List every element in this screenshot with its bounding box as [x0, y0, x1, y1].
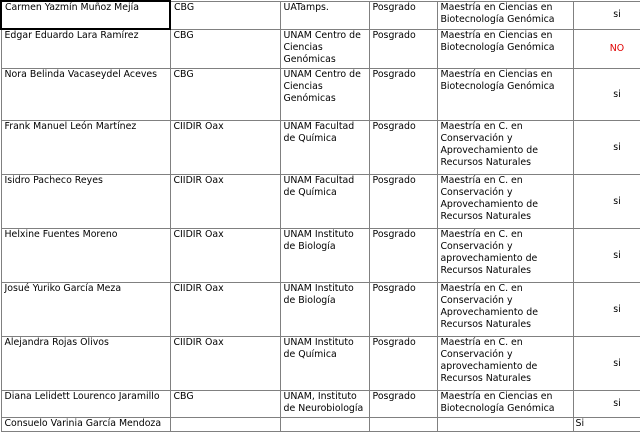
- cell-center[interactable]: CIIDIR Oax: [170, 337, 280, 391]
- table-row: [1, 29, 640, 69]
- cell-name[interactable]: Diana Lelidett Lourenco Jaramillo: [1, 391, 170, 418]
- cell-institution[interactable]: UNAM Centro de Ciencias Genómicas: [280, 69, 369, 121]
- cell-status[interactable]: [573, 1, 640, 29]
- cell-program[interactable]: Maestría en Ciencias en Biotecnología Genómica: [437, 391, 573, 418]
- cell-institution[interactable]: UNAM, Instituto de Neurobiología: [280, 391, 369, 418]
- cell-center[interactable]: [170, 418, 280, 432]
- cell-level[interactable]: [369, 418, 437, 432]
- cell-program[interactable]: Maestría en C. en Conservación y aprovechamiento de Recursos Naturales: [437, 337, 573, 391]
- cell-institution[interactable]: UNAM Instituto de Biología: [280, 229, 369, 283]
- cell-program[interactable]: Maestría en Ciencias en Biotecnología Genómica: [437, 1, 573, 29]
- table-row: [1, 418, 640, 432]
- cell-center[interactable]: CIIDIR Oax: [170, 229, 280, 283]
- status-value: si: [613, 249, 621, 261]
- cell-name[interactable]: Josué Yuriko García Meza: [1, 283, 170, 337]
- cell-status[interactable]: [573, 418, 640, 432]
- cell-program[interactable]: Maestría en C. en Conservación y Aprovechamiento de Recursos Naturales: [437, 175, 573, 229]
- table-row: [1, 69, 640, 121]
- cell-center[interactable]: CIIDIR Oax: [170, 121, 280, 175]
- status-value: NO: [609, 42, 625, 54]
- status-value: si: [613, 357, 621, 369]
- table-row: [1, 175, 640, 229]
- cell-name[interactable]: Carmen Yazmín Muñoz Mejía: [1, 1, 170, 29]
- table-row: [1, 337, 640, 391]
- status-value: si: [613, 195, 621, 207]
- cell-institution[interactable]: UNAM Centro de Ciencias Genómicas: [280, 29, 369, 69]
- cell-center[interactable]: CBG: [170, 391, 280, 418]
- cell-program[interactable]: Maestría en Ciencias en Biotecnología Genómica: [437, 29, 573, 69]
- cell-program[interactable]: Maestría en C. en Conservación y aprovechamiento de Recursos Naturales: [437, 229, 573, 283]
- status-value: si: [613, 9, 621, 20]
- cell-level[interactable]: Posgrado: [369, 29, 437, 69]
- cell-center[interactable]: CIIDIR Oax: [170, 283, 280, 337]
- cell-name[interactable]: Alejandra Rojas Olivos: [1, 337, 170, 391]
- status-value: Si: [575, 418, 585, 429]
- cell-center[interactable]: CBG: [170, 29, 280, 69]
- cell-level[interactable]: Posgrado: [369, 283, 437, 337]
- cell-name[interactable]: Nora Belinda Vacaseydel Aceves: [1, 69, 170, 121]
- status-value: si: [613, 398, 621, 409]
- cell-name[interactable]: Helxine Fuentes Moreno: [1, 229, 170, 283]
- cell-institution[interactable]: UNAM Instituto de Química: [280, 337, 369, 391]
- table-row: [1, 283, 640, 337]
- cell-status[interactable]: [573, 391, 640, 418]
- cell-institution[interactable]: UNAM Instituto de Biología: [280, 283, 369, 337]
- cell-name[interactable]: Frank Manuel León Martínez: [1, 121, 170, 175]
- cell-institution[interactable]: UNAM Facultad de Química: [280, 121, 369, 175]
- cell-institution[interactable]: UNAM Facultad de Química: [280, 175, 369, 229]
- cell-center[interactable]: CBG: [170, 1, 280, 29]
- cell-status[interactable]: [573, 283, 640, 337]
- table-row: [1, 229, 640, 283]
- cell-program[interactable]: Maestría en C. en Conservación y Aprovechamiento de Recursos Naturales: [437, 283, 573, 337]
- status-value: si: [613, 88, 621, 100]
- cell-level[interactable]: Posgrado: [369, 337, 437, 391]
- cell-name[interactable]: Edgar Eduardo Lara Ramírez: [1, 29, 170, 69]
- cell-status[interactable]: [573, 175, 640, 229]
- cell-name[interactable]: Consuelo Varinia García Mendoza: [1, 418, 170, 432]
- cell-institution[interactable]: [280, 418, 369, 432]
- cell-status[interactable]: [573, 69, 640, 121]
- cell-status[interactable]: [573, 229, 640, 283]
- table-row: [1, 391, 640, 418]
- cell-level[interactable]: Posgrado: [369, 1, 437, 29]
- cell-status[interactable]: [573, 337, 640, 391]
- cell-status[interactable]: [573, 121, 640, 175]
- cell-program[interactable]: Maestría en C. en Conservación y Aprovechamiento de Recursos Naturales: [437, 121, 573, 175]
- table-body: [1, 1, 640, 432]
- cell-level[interactable]: Posgrado: [369, 229, 437, 283]
- cell-institution[interactable]: UATamps.: [280, 1, 369, 29]
- table-row: [1, 121, 640, 175]
- cell-level[interactable]: Posgrado: [369, 391, 437, 418]
- cell-center[interactable]: CBG: [170, 69, 280, 121]
- cell-program[interactable]: Maestría en Ciencias en Biotecnología Genómica: [437, 69, 573, 121]
- status-value: si: [613, 303, 621, 315]
- cell-name[interactable]: Isidro Pacheco Reyes: [1, 175, 170, 229]
- cell-status[interactable]: [573, 29, 640, 69]
- cell-program[interactable]: [437, 418, 573, 432]
- cell-center[interactable]: CIIDIR Oax: [170, 175, 280, 229]
- status-value: si: [613, 141, 621, 153]
- cell-level[interactable]: Posgrado: [369, 121, 437, 175]
- table-row: [1, 1, 640, 29]
- cell-level[interactable]: Posgrado: [369, 175, 437, 229]
- cell-level[interactable]: Posgrado: [369, 69, 437, 121]
